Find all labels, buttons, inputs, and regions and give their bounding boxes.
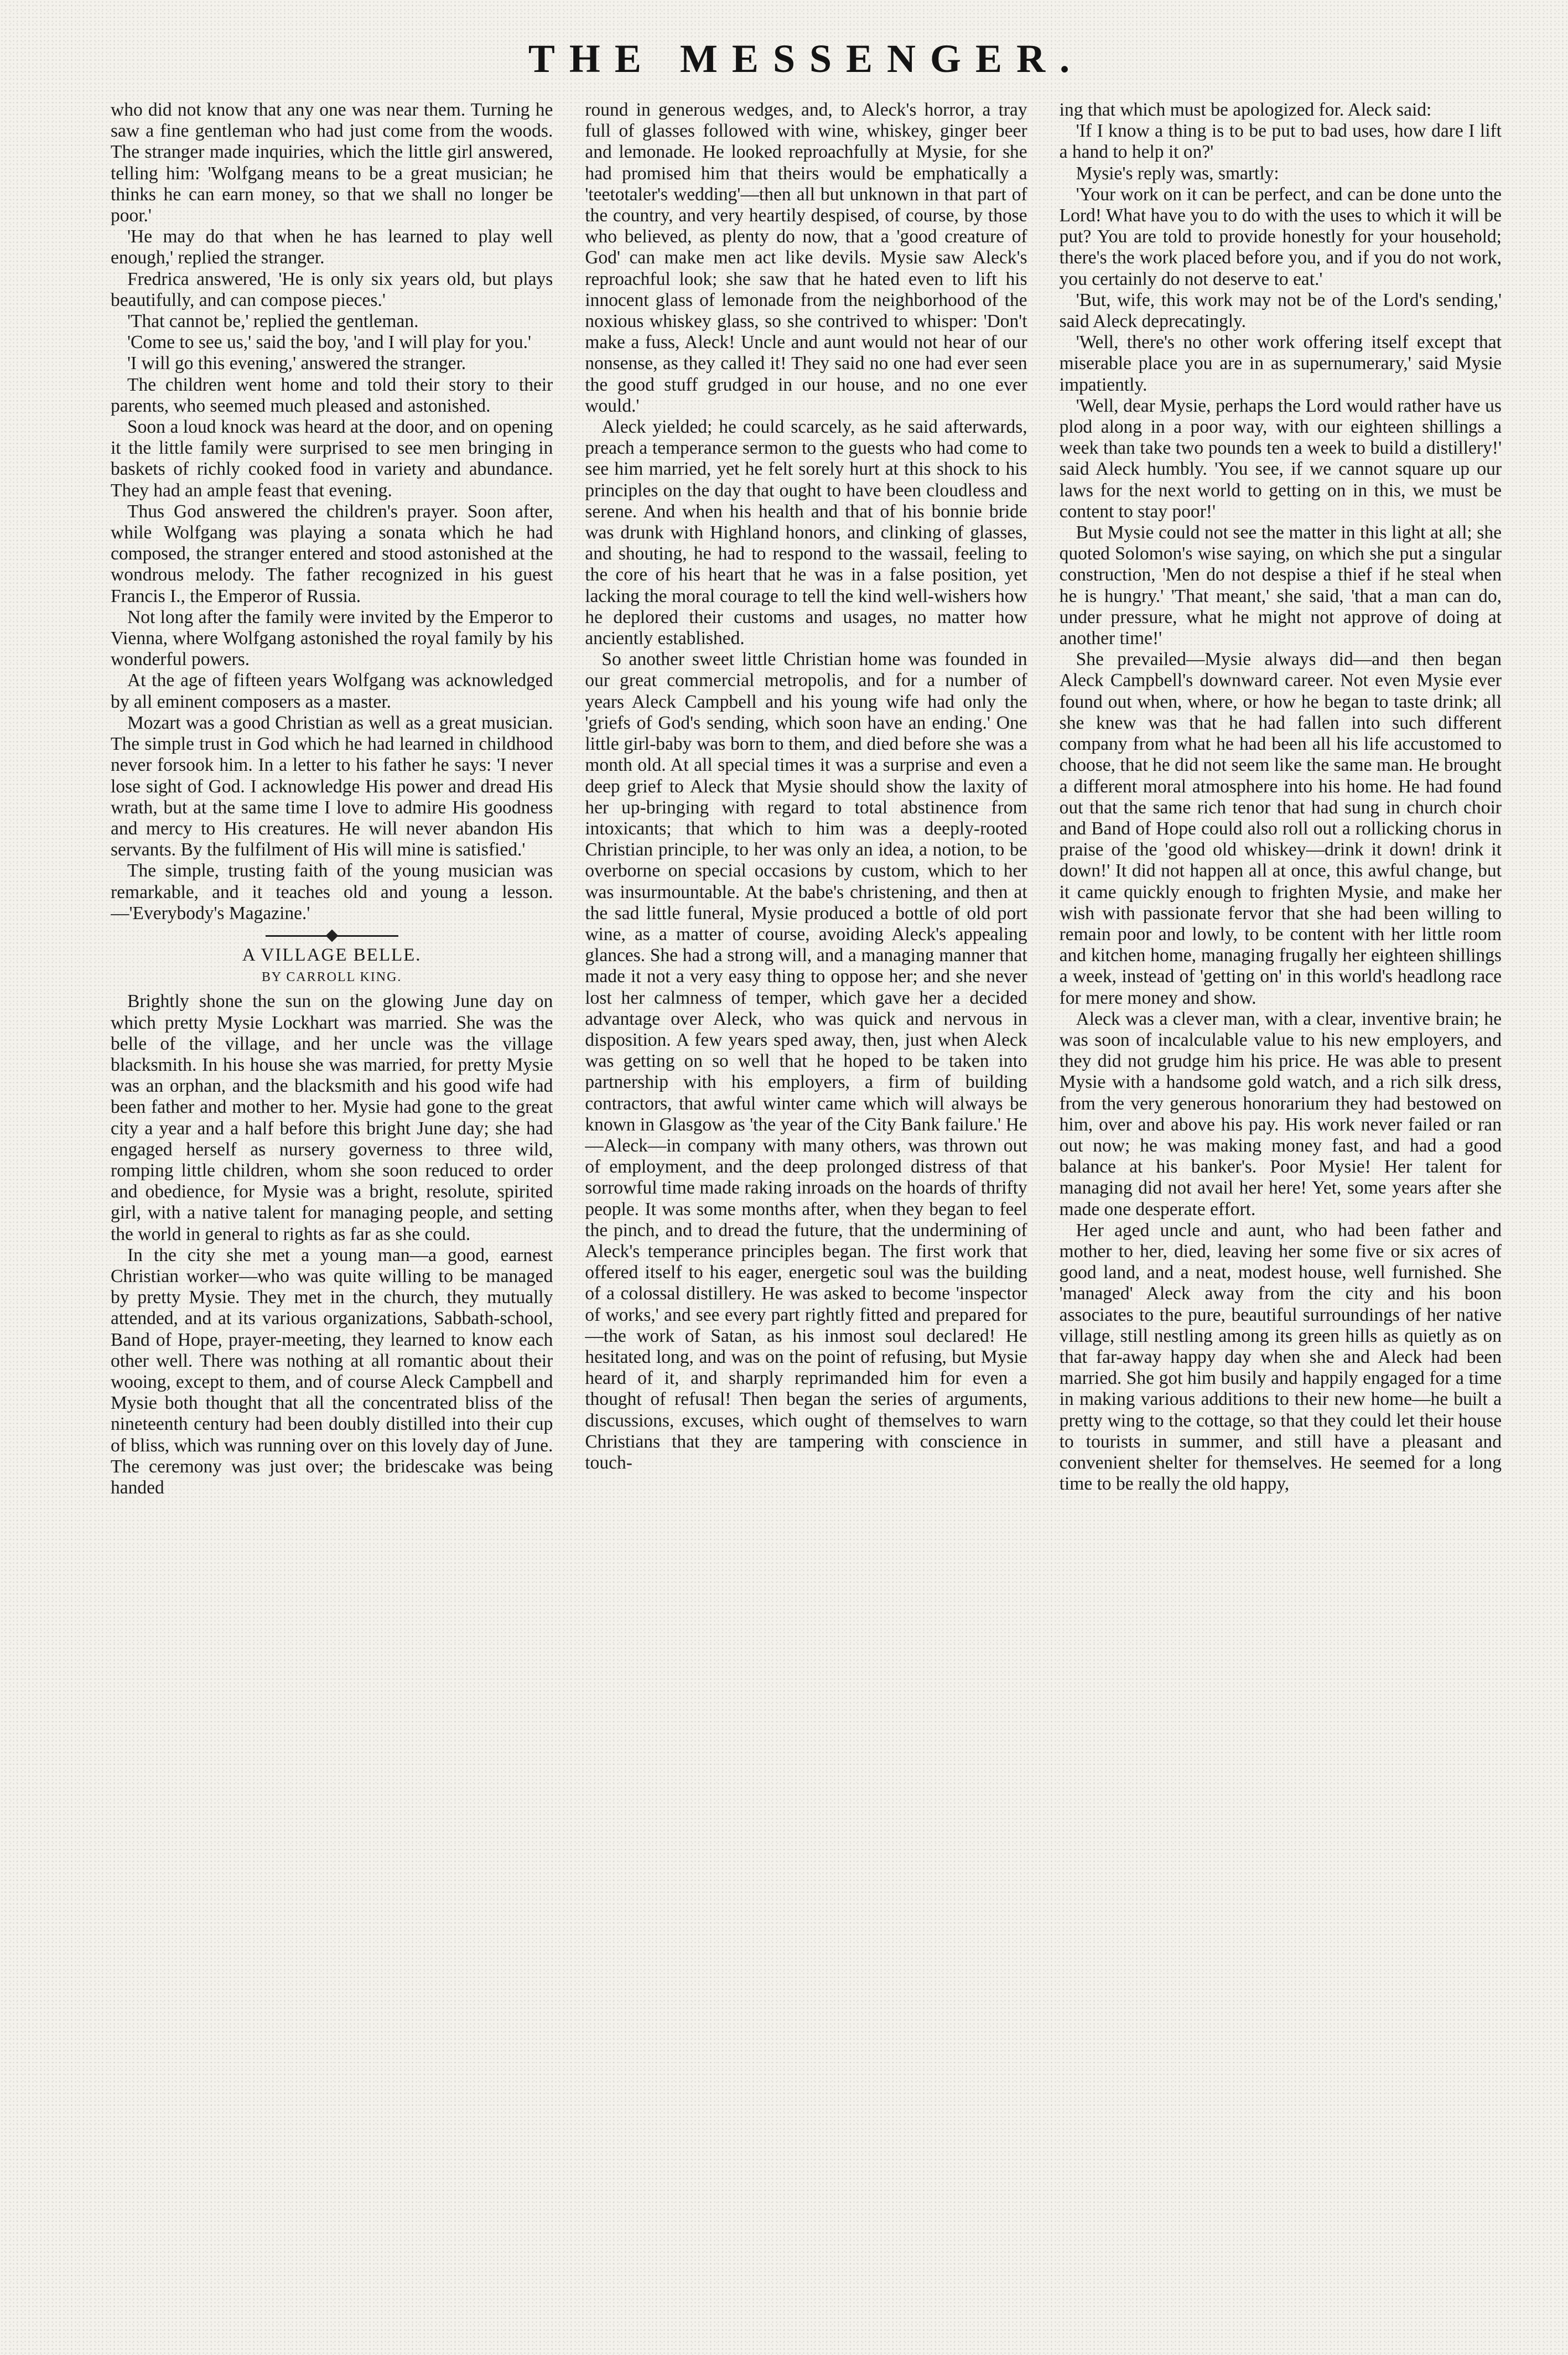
story-byline: BY CARROLL KING. xyxy=(261,970,402,985)
paragraph: 'If I know a thing is to be put to bad uses, how dare I lift a hand to help it on?' xyxy=(1059,121,1502,163)
paragraph: So another sweet little Christian home was founded in our great commercial metropolis, and for a number of years Aleck Campbell and his young wife had only the 'griefs of God's sending, which soon have an ending.' One little girl-baby was born to them, and died before she was a month old. At all special times it was a surprise and even a deep grief to Aleck that Mysie should show the laxity of her up-bringing with regard to total abstinence from intoxicants; that which to him was a deeply-rooted Christian principle, to her was only an idea, a notion, to be overborne on special occasions by custom, which to her was insurmountable. At the babe's christening, and then at the sad little funeral, Mysie produced a bottle of old port wine, as a matter of course, avoiding Aleck's appealing glances. She had a strong will, and a managing manner that made it not a very easy thing to oppose her; and she never lost her calmness of temper, which gave her a decided advantage over Aleck, who was quick and nervous in disposition. A few years sped away, then, just when Aleck was getting on so well that he hoped to be taken into partnership with his employers, a firm of building contractors, that awful winter came which will always be known in Glasgow as 'the year of the City Bank failure.' He—Aleck—in company with many others, was thrown out of employment, and the deep prolonged distress of that sorrowful time made raking inroads on the hoards of thrifty people. It was some months after, when they began to feel the pinch, and to dread the future, that the undermining of Aleck's temperance principles began. The first work that offered itself to his eager, energetic soul was the building of a colossal distillery. He was asked to become 'inspector of works,' and see every part rightly fitted and prepared for—the work of Satan, as his inmost soul declared! He hesitated long, and was on the point of refusing, but Mysie heard of it, and sharply reprimanded him for even a thought of refusal! Then began the series of arguments, discussions, excuses, which ought of themselves to warn Christians that they are tampering with conscience in touch- xyxy=(585,649,1027,1473)
text-columns xyxy=(111,100,1502,2307)
column-1-story-paragraphs xyxy=(111,991,553,1498)
paragraph: 'That cannot be,' replied the gentleman. xyxy=(127,311,419,332)
column-1-top-paragraphs xyxy=(111,100,553,924)
paragraph: 'I will go this evening,' answered the stranger. xyxy=(127,353,466,374)
paragraph: Aleck yielded; he could scarcely, as he said afterwards, preach a temperance sermon to the guests who had come to see him married, yet he felt sorely hurt at this shock to his principles on the day that ought to have been cloudless and serene. And when his health and that of his bonnie bride was drunk with Highland honors, and clinking of glasses, and shouting, he had to respond to the wassail, feeling to the core of his heart that he was in a false position, yet lacking the moral courage to tell the kind well-wishers how he deplored their customs and usages, no matter how anciently established. xyxy=(585,417,1027,649)
paragraph: She prevailed—Mysie always did—and then began Aleck Campbell's downward career. Not even Mysie ever found out when, where, or how he began to taste drink; all she knew was that he had fallen into such different company from what he had been all his life accustomed to choose, that he did not seem like the same man. He brought a different moral atmosphere into his home. He had found out that the same rich tenor that had sung in church choir and Band of Hope could also roll out a rollicking chorus in praise of the 'good old whiskey—drink it down! drink it down!' It did not happen all at once, this awful change, but it came quickly enough to frighten Mysie, and make her wish with passionate fervor that she had been willing to remain poor and lowly, to be content with her little room and kitchen home, managing frugally her eighteen shillings a week, instead of 'getting on' in this world's headlong race for mere money and show. xyxy=(1059,649,1502,1008)
paragraph: Brightly shone the sun on the glowing June day on which pretty Mysie Lockhart was married. She was the belle of the village, and her uncle was the village blacksmith. In his house she was married, for pretty Mysie was an orphan, and the blacksmith and his good wife had been father and mother to her. Mysie had gone to the great city a year and a half before this bright June day; she had engaged herself as nursery governess to three wild, romping little children, whom she soon reduced to order and obedience, for Mysie was a bright, resolute, spirited girl, with a native talent for managing people, and setting the world in general to rights as far as she could. xyxy=(111,991,553,1244)
paragraph: 'Well, there's no other work offering itself except that miserable place you are in as supernumerary,' said Mysie impatiently. xyxy=(1059,332,1502,395)
paragraph: In the city she met a young man—a good, earnest Christian worker—who was quite willing to be managed by pretty Mysie. They met in the church, they mutually attended, and at its various organizations, Sabbath-school, Band of Hope, prayer-meeting, they learned to know each other well. There was nothing at all romantic about their wooing, except to them, and of course Aleck Campbell and Mysie both thought that all the concentrated bliss of the nineteenth century had been doubly distilled into their cup of bliss, which was running over on this lovely day of June. The ceremony was just over; the bridescake was being handed xyxy=(111,1244,553,1498)
paragraph: 'But, wife, this work may not be of the Lord's sending,' said Aleck deprecatingly. xyxy=(1059,289,1502,332)
paragraph: ing that which must be apologized for. Aleck said: xyxy=(1059,100,1432,120)
story-title: A VILLAGE BELLE. xyxy=(242,945,422,965)
paragraph: Aleck was a clever man, with a clear, inventive brain; he was soon of incalculable value to his new employers, and they did not grudge him his price. He was able to present Mysie with a handsome gold watch, and a rich silk dress, from the very generous honorarium they had bestowed on him, over and above his pay. His work never failed or ran out now; he was making money fast, and had a good balance at his banker's. Poor Mysie! Her talent for managing did not avail her here! Yet, some years after she made one desperate effort. xyxy=(1059,1008,1502,1220)
paragraph: But Mysie could not see the matter in this light at all; she quoted Solomon's wise saying, on which she put a singular construction, 'Men do not despise a thief if he steal when he is hungry.' 'That meant,' she said, 'that a man can do, under pressure, what he might not approve of doing at another time!' xyxy=(1059,522,1502,649)
paragraph: Not long after the family were invited by the Emperor to Vienna, where Wolfgang astonished the royal family by his wonderful powers. xyxy=(111,606,553,670)
paragraph: Mozart was a good Christian as well as a great musician. The simple trust in God which he had learned in childhood never forsook him. In a letter to his father he says: 'I never lose sight of God. I acknowledge His power and dread His wrath, but at the same time I love to admire His goodness and mercy to His creatures. He will never abandon His servants. By the fulfilment of His will mine is satisfied.' xyxy=(111,712,553,860)
paragraph: The children went home and told their story to their parents, who seemed much pleased and astonished. xyxy=(111,374,553,416)
column-2 xyxy=(585,100,1027,2307)
paragraph: The simple, trusting faith of the young musician was remarkable, and it teaches old and young a lesson.—'Everybody's Magazine.' xyxy=(111,860,553,924)
column-3 xyxy=(1060,100,1502,2307)
paragraph: who did not know that any one was near them. Turning he saw a fine gentleman who had just come from the woods. The stranger made inquiries, which the little girl answered, telling him: 'Wolfgang means to be a great musician; he thinks he can earn money, so that we shall no longer be poor.' xyxy=(111,100,553,226)
paragraph: 'Your work on it can be perfect, and can be done unto the Lord! What have you to do with the uses to which it will be put? You are told to provide honestly for your household; there's the work placed before you, and if you do not work, you certainly do not deserve to eat.' xyxy=(1059,184,1502,289)
column-1 xyxy=(111,100,553,2307)
paragraph: 'Come to see us,' said the boy, 'and I will play for you.' xyxy=(127,332,531,353)
paragraph: Mysie's reply was, smartly: xyxy=(1076,163,1279,184)
paragraph: Thus God answered the children's prayer. Soon after, while Wolfgang was playing a sonata which he had composed, the stranger entered and stood astonished at the wondrous melody. The father recognized in his guest Francis I., the Emperor of Russia. xyxy=(111,501,553,606)
paragraph: Fredrica answered, 'He is only six years old, but plays beautifully, and can compose pieces.' xyxy=(111,268,553,310)
paragraph: Soon a loud knock was heard at the door, and on opening it the little family were surprised to see men bringing in baskets of richly cooked food in variety and abundance. They had an ample feast that evening. xyxy=(111,417,553,501)
paragraph: round in generous wedges, and, to Aleck's horror, a tray full of glasses followed with wine, whiskey, ginger beer and lemonade. He looked reproachfully at Mysie, for she had promised him that theirs would be emphatically a 'teetotaler's wedding'—then all but unknown in that part of the country, and very heartily despised, of course, by those who believed, as plenty do now, that a 'good creature of God' can make men act like devils. Mysie saw Aleck's reproachful look; she saw that he hated even to lift his innocent glass of lemonade from the neighborhood of the noxious whiskey glass, so she contrived to whisper: 'Don't make a fuss, Aleck! Uncle and aunt would not hear of our nonsense, as they called it! They said no one had ever seen the good stuff grudged in our house, and no one ever would.' xyxy=(585,100,1027,416)
paragraph: 'Well, dear Mysie, perhaps the Lord would rather have us plod along in a poor way, with our eighteen shillings a week than take two pounds ten a week to build a distillery!' said Aleck humbly. 'You see, if we cannot square up our laws for the next world to getting on in this, we must be content to stay poor!' xyxy=(1059,395,1502,522)
masthead: THE MESSENGER. xyxy=(528,37,1084,81)
paragraph: At the age of fifteen years Wolfgang was acknowledged by all eminent composers as a master. xyxy=(111,670,553,712)
paragraph: Her aged uncle and aunt, who had been father and mother to her, died, leaving her some five or six acres of good land, and a neat, modest house, well furnished. She 'managed' Aleck away from the city and his boon associates to the pure, beautiful surroundings of her native village, still nestling among its green hills as quietly as on that far-away happy day when she and Aleck had been married. She got him busily and happily engaged for a time in making various additions to their new home—he built a pretty wing to the cottage, so that they could let their house to tourists in summer, and still have a pleasant and convenient shelter for themselves. He seemed for a long time to be really the old happy, xyxy=(1059,1220,1502,1495)
paragraph: 'He may do that when he has learned to play well enough,' replied the stranger. xyxy=(111,226,553,268)
section-divider xyxy=(266,935,398,937)
